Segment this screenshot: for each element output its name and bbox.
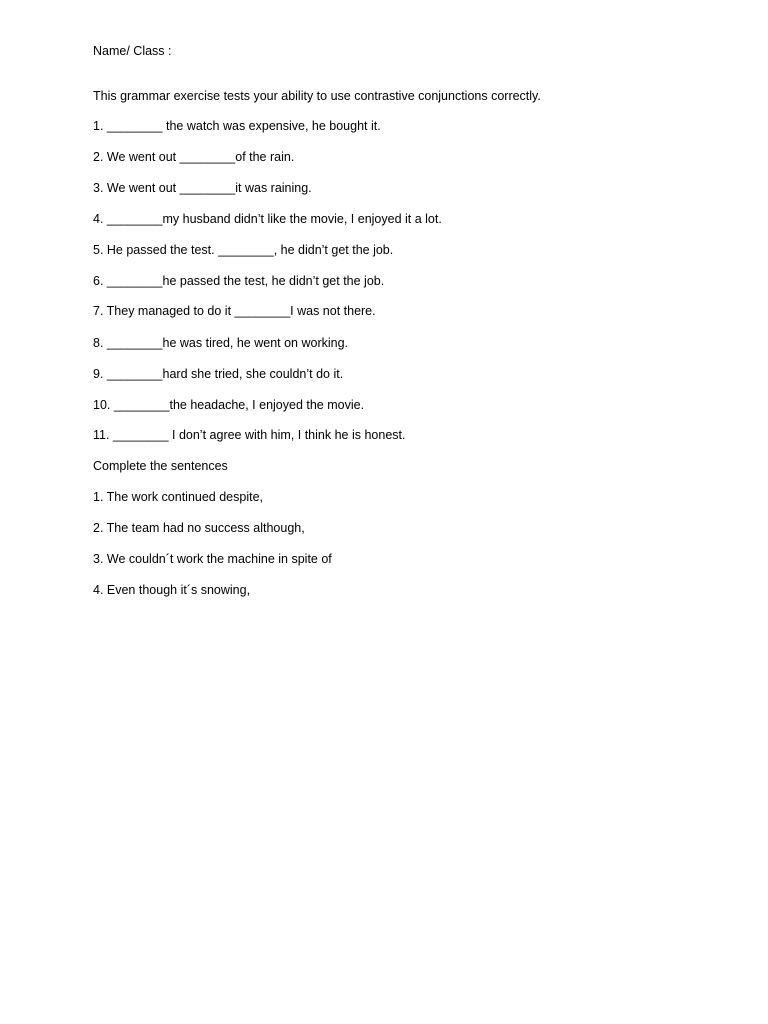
exercise-item-1: 1. ________ the watch was expensive, he bought it.	[93, 119, 381, 133]
complete-item-2: 2. The team had no success although,	[93, 521, 305, 535]
exercise-item-5: 5. He passed the test. ________, he didn’t get the job.	[93, 243, 394, 257]
complete-item-3: 3. We couldn´t work the machine in spite of	[93, 552, 332, 566]
exercise-item-7: 7. They managed to do it ________I was not there.	[93, 304, 376, 318]
complete-item-1: 1. The work continued despite,	[93, 490, 264, 504]
section-heading-complete: Complete the sentences	[93, 459, 228, 473]
exercise-item-3: 3. We went out ________it was raining.	[93, 181, 312, 195]
exercise-item-2: 2. We went out ________of the rain.	[93, 150, 295, 164]
intro-text: This grammar exercise tests your ability to use contrastive conjunctions correctly.	[93, 89, 541, 103]
exercise-item-9: 9. ________hard she tried, she couldn’t do it.	[93, 367, 344, 381]
exercise-item-10: 10. ________the headache, I enjoyed the movie.	[93, 398, 365, 412]
exercise-item-11: 11. ________ I don’t agree with him, I think he is honest.	[93, 428, 406, 442]
exercise-item-6: 6. ________he passed the test, he didn’t get the job.	[93, 274, 385, 288]
complete-item-4: 4. Even though it´s snowing,	[93, 583, 251, 597]
exercise-item-4: 4. ________my husband didn’t like the movie, I enjoyed it a lot.	[93, 212, 442, 226]
name-class-label: Name/ Class :	[93, 44, 172, 58]
exercise-item-8: 8. ________he was tired, he went on working.	[93, 336, 349, 350]
